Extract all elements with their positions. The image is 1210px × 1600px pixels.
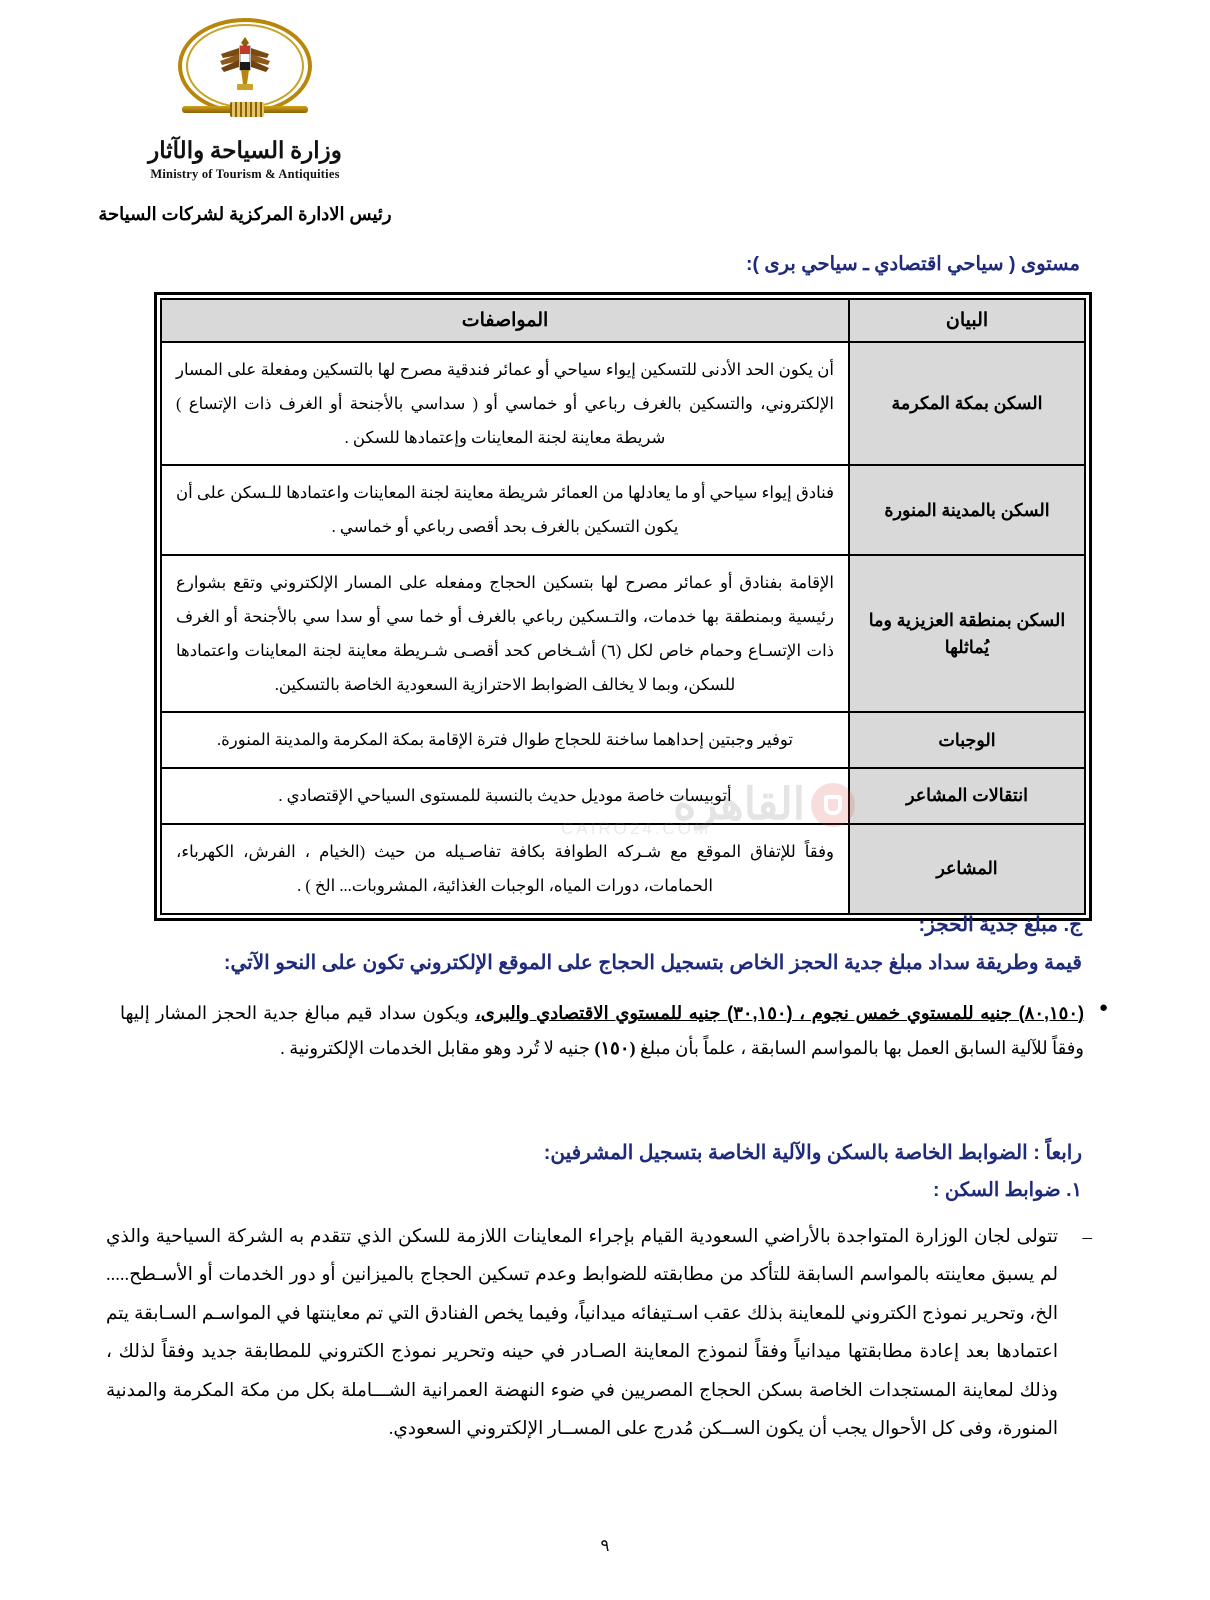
row-label: السكن بمنطقة العزيزية وما يُماثلها <box>849 555 1085 712</box>
row-spec: وفقاً للإتفاق الموقع مع شـركه الطوافة بكافة تفاصـيله من حيث (الخيام ، الفرش، الكهرباء، الحمامات، دورات المياه، الوجبات الغذائية، المشروبات... الخ ) . <box>161 824 849 914</box>
ministry-name-english: Ministry of Tourism & Antiquities <box>150 167 340 181</box>
row-spec: توفير وجبتين إحداهما ساخنة للحجاج طوال فترة الإقامة بمكة المكرمة والمدينة المنورة. <box>161 712 849 768</box>
table-row <box>161 555 1085 712</box>
row-spec: أتوبيسات خاصة موديل حديث بالنسبة للمستوى السياحي الإقتصادي . <box>161 768 849 824</box>
section-c-title: ج. مبلغ جدية الحجز: <box>918 914 1082 936</box>
page-number: ٩ <box>600 1536 610 1555</box>
deposit-bullet-list <box>120 996 1110 1066</box>
table-header-row <box>161 299 1085 342</box>
row-label: المشاعر <box>849 824 1085 914</box>
level-title: مستوى ( سياحي اقتصادي ـ سياحي برى ): <box>746 253 1080 275</box>
deposit-text-2: جنيه لا تُرد وهو مقابل الخدمات الإلكترونية . <box>280 1038 595 1059</box>
row-spec: الإقامة بفنادق أو عمائر مصرح لها بتسكين الحجاج ومفعله على المسار الإلكتروني وتقع بشوارع رئيسية وبمنطقة بها خدمات، والتـسكين رباعي بالغرف أو خما سي أو سدا سي بالأجنحة أو الغرف ذات الإتسـاع وحمام خاص لكل (٦) أشـخاص كحد أقصـى شـريطة معاينة لجنة المعاينات واعتمادها للسكن، وبما لا يخالف الضوابط الاحترازية السعودية الخاصة بالتسكين. <box>161 555 849 712</box>
row-label: انتقالات المشاعر <box>849 768 1085 824</box>
page-header <box>0 18 1210 225</box>
deposit-fixed-fee: (١٥٠) <box>594 1038 636 1059</box>
housing-rules-paragraph: – تتولى لجان الوزارة المتواجدة بالأراضي السعودية القيام بإجراء المعاينات اللازمة للسكن الذي تتقدم به الشركة السياحية والذي لم يسبق معاينته بالمواسم السابقة للتأكد من مطابقته للضوابط وعدم تسكين الحجاج بالميزانين أو دور الخدمات أو الأسـطح..... الخ، وتحرير نموذج الكتروني للمعاينة بذلك عقب اسـتيفائه ميدانياً، وفيما يخص الفنادق التي تم معاينتها في المواسـم السـابقة يتم اعتمادها بعد إعادة مطابقتها ميدانياً وفقاً لنموذج المعاينة الصـادر في حينه وتحرير نموذج الكتروني للمطابقة جديد وفقاً لذلك ، وذلك لمعاينة المستجدات الخاصة بسكن الحجاج المصريين في ضوء النهضة العمرانية الشـــاملة بكل من مكة المكرمة والمدنية المنورة، وفى كل الأحوال يجب أن يكون الســكن مُدرج على المســار الإلكتروني السعودي. <box>106 1218 1092 1449</box>
eagle-icon <box>213 34 277 96</box>
section-four-title: رابعاً : الضوابط الخاصة بالسكن والآلية الخاصة بتسجيل المشرفين: <box>543 1142 1082 1164</box>
table-row <box>161 342 1085 465</box>
row-label: السكن بالمدينة المنورة <box>849 465 1085 555</box>
table-row <box>161 712 1085 768</box>
table-body <box>161 342 1085 914</box>
section-four-item-1: ١. ضوابط السكن : <box>932 1179 1082 1201</box>
table-row <box>161 465 1085 555</box>
column-header-spec: المواصفات <box>161 299 849 342</box>
row-spec: أن يكون الحد الأدنى للتسكين إيواء سياحي أو عمائر فندقية مصرح لها بالتسكين ومفعلة على المسار الإلكتروني، والتسكين بالغرف رباعي أو خماسي أو ( سداسي بالأجنحة أو الغرف ذات الإتساع ) شريطة معاينة لجنة المعاينات وإعتمادها للسكن . <box>161 342 849 465</box>
ministry-logo <box>45 18 445 225</box>
egypt-eagle-emblem-icon <box>170 18 320 136</box>
column-header-label: البيان <box>849 299 1085 342</box>
row-spec: فنادق إيواء سياحي أو ما يعادلها من العمائر شريطة معاينة لجنة المعاينات واعتمادها للـسكن على أن يكون التسكين بالغرف بحد أقصى رباعي أو خماسي . <box>161 465 849 555</box>
specifications-table <box>160 298 1086 915</box>
table-row <box>161 824 1085 914</box>
housing-rules-paragraph-wrapper <box>106 1218 1092 1449</box>
row-label: السكن بمكة المكرمة <box>849 342 1085 465</box>
section-c-subtitle: قيمة وطريقة سداد مبلغ جدية الحجز الخاص بتسجيل الحجاج على الموقع الإلكتروني تكون على النحو الآتي: <box>223 952 1082 974</box>
department-line: رئيس الادارة المركزية لشركات السياحة <box>98 204 392 224</box>
ministry-name-arabic: وزارة السياحة والآثار <box>148 138 342 163</box>
list-item <box>120 996 1084 1066</box>
specifications-table-wrapper <box>154 292 1092 921</box>
row-label: الوجبات <box>849 712 1085 768</box>
table-row <box>161 768 1085 824</box>
crest-base-bar <box>182 106 308 113</box>
deposit-amounts: (٨٠,١٥٠) جنيه للمستوي خمس نجوم ، (٣٠,١٥٠) جنيه للمستوي الاقتصادي والبرى، <box>474 1003 1085 1023</box>
deposit-text-1: ويكون سداد قيم مبالغ جدية الحجز المشار إليها وفقاً للآلية السابق العمل بها بالمواسم السابقة ، علماً بأن مبلغ <box>120 1003 1084 1059</box>
